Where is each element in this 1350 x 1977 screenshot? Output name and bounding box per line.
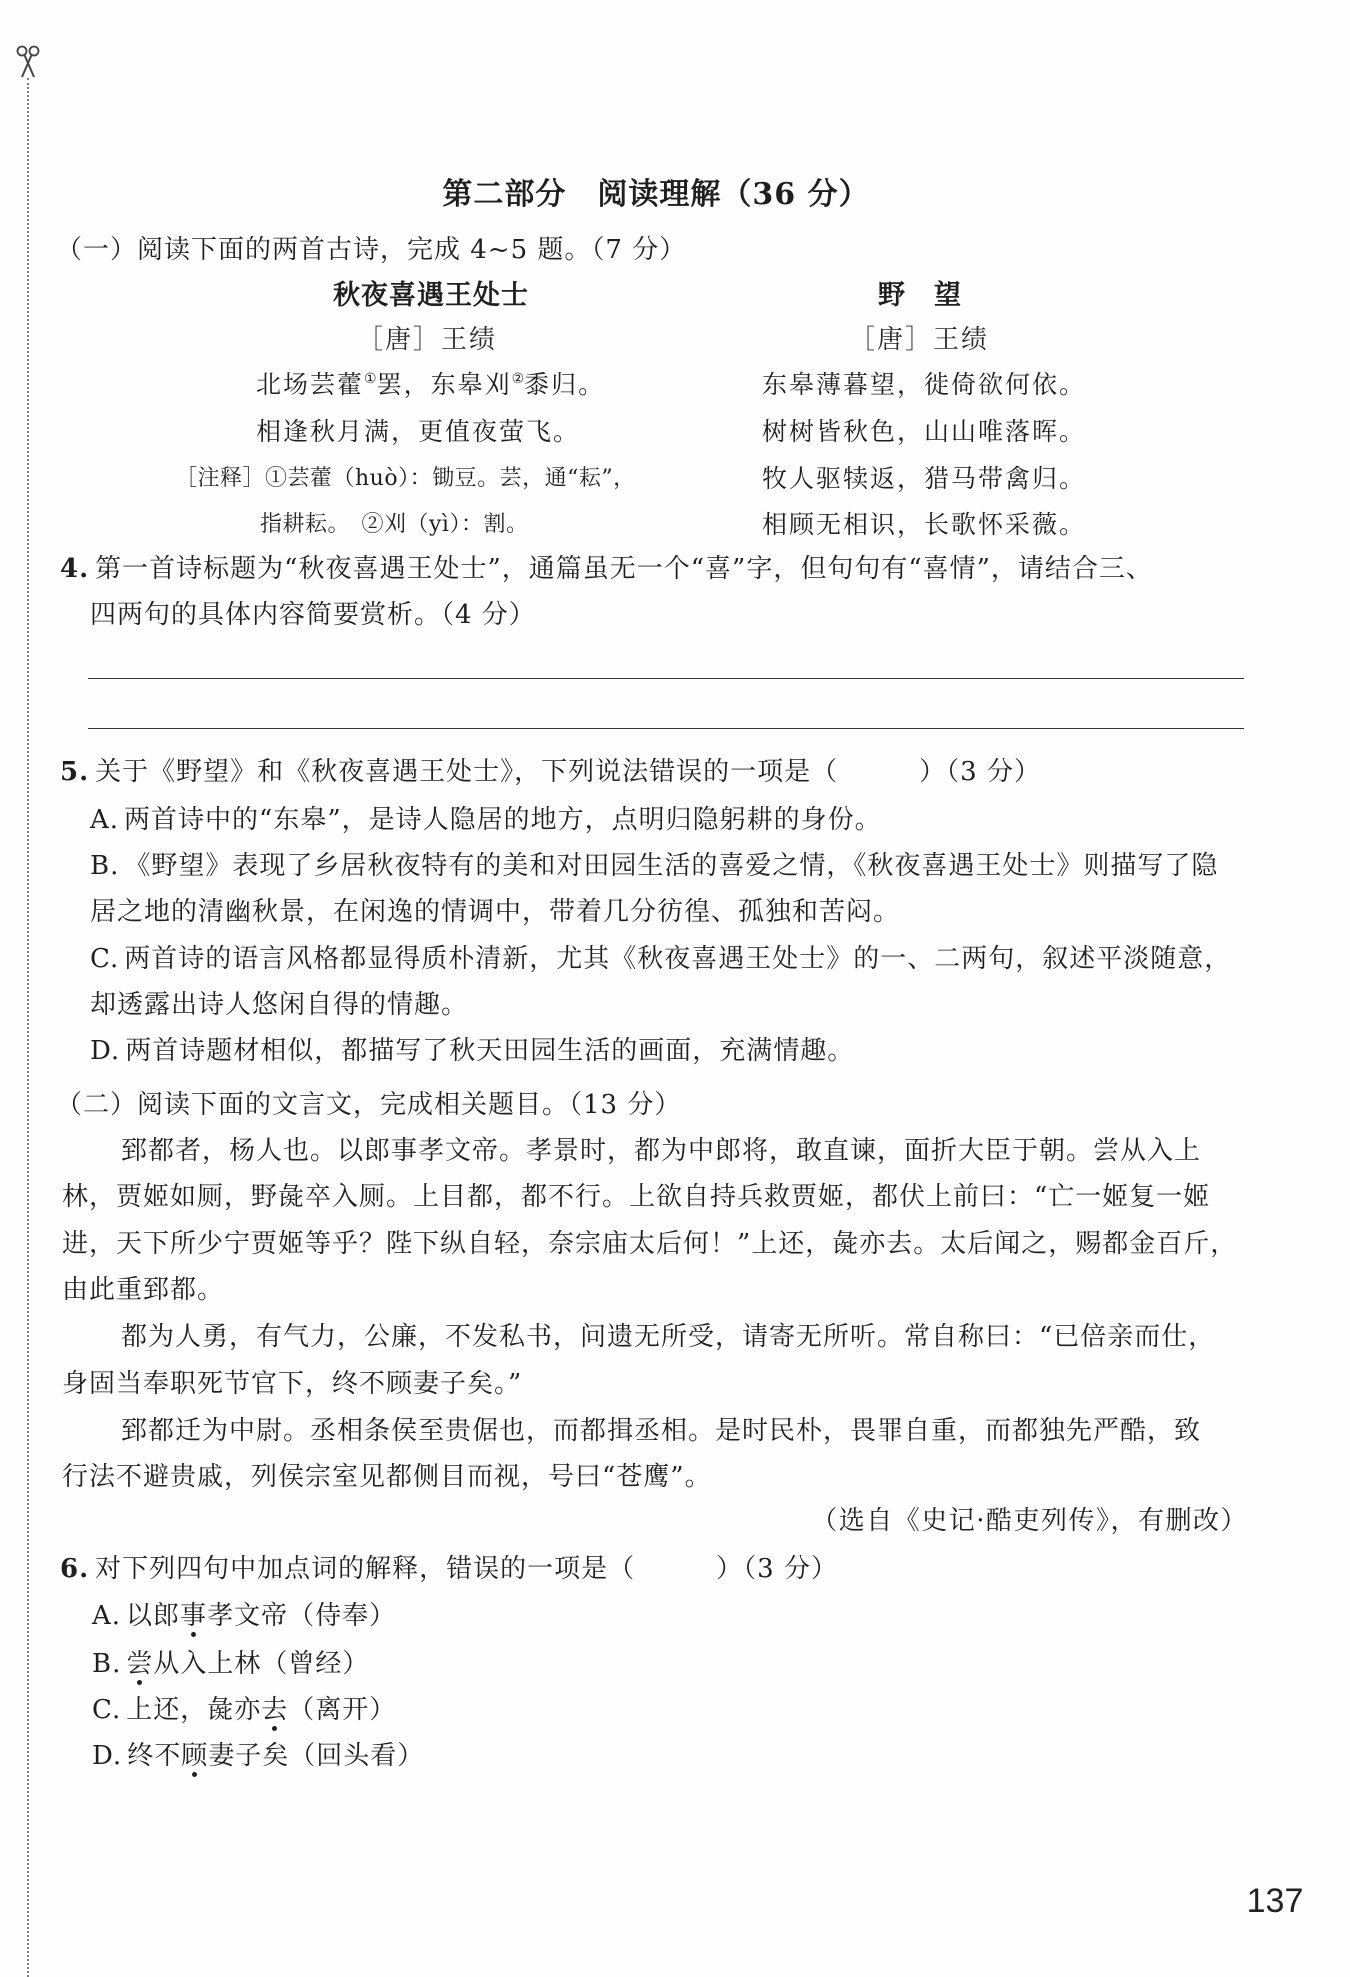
section1-heading: （一）阅读下面的两首古诗，完成 4~5 题。（7 分）	[56, 235, 687, 265]
poem2-line-1: 东皋薄暮望，徙倚欲何依。	[762, 370, 1087, 399]
q5-number: 5.	[60, 757, 90, 787]
q5-option-d-text: 两首诗题材相似，都描写了秋天田园生活的画面，充满情趣。	[125, 1036, 855, 1066]
footnote-marker-2: ②	[511, 371, 525, 387]
scissors-icon	[15, 44, 41, 78]
q5-option-d	[90, 1033, 854, 1069]
q6-option-b-gloss: （曾经）	[261, 1649, 370, 1679]
q5-option-b-text-2: 居之地的清幽秋景，在闲逸的情调中，带着几分彷徨、孤独和苦闷。	[90, 897, 901, 927]
q4-line-1	[60, 551, 1153, 587]
q6-option-a-after: 孝文帝	[207, 1601, 289, 1631]
poem2-author: ［唐］王绩	[848, 325, 989, 355]
poem1-line-1-part-b: 罢，东皋刈	[376, 370, 512, 399]
q5-option-c	[90, 941, 1231, 977]
q4-text-1: 第一首诗标题为“秋夜喜遇王处士”，通篇虽无一个“喜”字，但句句有“喜情”，请结合三、	[95, 554, 1153, 584]
q4-number: 4.	[60, 554, 90, 584]
footnote-marker-1: ①	[364, 371, 377, 387]
q4-answer-line-2	[88, 728, 1244, 729]
q6-option-b	[92, 1646, 369, 1682]
q6-option-a-before: 以郎	[126, 1601, 181, 1631]
q6-option-d-label: D.	[92, 1741, 123, 1771]
passage-p1-line-4: 由此重郅都。	[62, 1275, 225, 1305]
q4-line-2: 四两句的具体内容简要赏析。（4 分）	[90, 600, 536, 630]
q6-option-b-label: B.	[92, 1649, 122, 1679]
q6-option-a-label: A.	[92, 1601, 122, 1631]
q5-option-b-text-1: 《野望》表现了乡居秋夜特有的美和对田园生活的喜爱之情，《秋夜喜遇王处士》则描写了隐	[124, 851, 1219, 881]
q5-option-d-label: D.	[90, 1036, 121, 1066]
poem2-line-2: 树树皆秋色，山山唯落晖。	[762, 417, 1087, 446]
q6-option-b-dotted-word: 尝	[126, 1646, 153, 1682]
q6-option-c-before: 上还，彘亦	[126, 1695, 262, 1725]
q5-option-b-label: B.	[90, 851, 120, 881]
cut-line	[27, 78, 29, 1977]
q6-option-d-dotted-word: 顾	[181, 1738, 208, 1774]
q6-stem	[60, 1551, 838, 1587]
poem2-title: 野 望	[878, 280, 962, 311]
q5-option-b	[90, 848, 1218, 884]
passage-p3-line-1: 郅都迁为中尉。丞相条侯至贵倨也，而都揖丞相。是时民朴，畏罪自重，而都独先严酷，致	[121, 1416, 1202, 1446]
q6-stem-text: 对下列四句中加点词的解释，错误的一项是（ ）（3 分）	[95, 1554, 838, 1584]
q5-option-c-label: C.	[90, 944, 120, 974]
poem1-line-2: 相逢秋月满，更值夜萤飞。	[256, 417, 581, 446]
q5-stem	[60, 754, 1041, 790]
q6-option-a-gloss: （侍奉）	[288, 1601, 397, 1631]
q6-option-d-gloss: （回头看）	[289, 1741, 425, 1771]
passage-p1-line-3: 进，天下所少宁贾姬等乎？陛下纵自轻，奈宗庙太后何！”上还，彘亦去。太后闻之，赐都金百斤，	[62, 1229, 1238, 1259]
poem1-title: 秋夜喜遇王处士	[333, 280, 529, 311]
poem1-author: ［唐］王绩	[356, 325, 497, 355]
page-number: 137	[1246, 1882, 1304, 1920]
q4-answer-line-1	[88, 678, 1244, 679]
poem1-line-1	[256, 367, 605, 403]
q6-option-a	[92, 1598, 396, 1634]
poem1-note-line-1: ［注释］①芸藿（huò）：锄豆。芸，通“耘”，	[175, 466, 636, 491]
passage-p2-line-2: 身固当奉职死节官下，终不顾妻子矣。”	[62, 1369, 523, 1399]
passage-p3-line-2: 行法不避贵戚，列侯宗室见都侧目而视，号曰“苍鹰”。	[62, 1462, 712, 1492]
q6-option-c-label: C.	[92, 1695, 122, 1725]
poem1-line-1-part-a: 北场芸藿	[256, 370, 365, 399]
q6-number: 6.	[60, 1554, 90, 1584]
poem1-note-line-2: 指耕耘。 ②刈（yì）：割。	[260, 512, 529, 537]
q6-option-c	[92, 1692, 396, 1728]
passage-p1-line-1: 郅都者，杨人也。以郎事孝文帝。孝景时，都为中郎将，敢直谏，面折大臣于朝。尝从入上	[121, 1136, 1202, 1166]
section2-heading: （二）阅读下面的文言文，完成相关题目。（13 分）	[56, 1090, 682, 1120]
poem2-line-4: 相顾无相识，长歌怀采薇。	[762, 510, 1087, 539]
q6-option-b-after: 从入上林	[153, 1649, 262, 1679]
poem1-line-1-part-c: 黍归。	[524, 370, 606, 399]
q5-option-c-text-2: 却透露出诗人悠闲自得的情趣。	[90, 990, 469, 1020]
part-title: 第二部分 阅读理解（36 分）	[442, 177, 870, 212]
q5-option-a	[90, 802, 882, 838]
q6-option-c-gloss: （离开）	[288, 1695, 397, 1725]
poem2-line-3: 牧人驱犊返，猎马带禽归。	[762, 464, 1087, 493]
passage-source: （选自《史记·酷吏列传》，有删改）	[811, 1506, 1248, 1536]
q6-option-d-after: 妻子矣	[208, 1741, 290, 1771]
q5-option-c-text-1: 两首诗的语言风格都显得质朴清新，尤其《秋夜喜遇王处士》的一、二两句，叙述平淡随意，	[124, 944, 1232, 974]
q5-option-a-label: A.	[90, 805, 120, 835]
passage-p1-line-2: 林，贾姬如厕，野彘卒入厕。上目都，都不行。上欲自持兵救贾姬，都伏上前曰：“亡一姬复一姬	[62, 1182, 1211, 1212]
q6-option-d-before: 终不	[127, 1741, 182, 1771]
q6-option-c-dotted-word: 去	[261, 1692, 288, 1728]
passage-p2-line-1: 都为人勇，有气力，公廉，不发私书，问遗无所受，请寄无所听。常自称曰：“已倍亲而仕，	[121, 1322, 1216, 1352]
q6-option-d	[92, 1738, 424, 1774]
q5-stem-text: 关于《野望》和《秋夜喜遇王处士》，下列说法错误的一项是（ ）（3 分）	[95, 757, 1041, 787]
q5-option-a-text: 两首诗中的“东皋”，是诗人隐居的地方，点明归隐躬耕的身份。	[124, 805, 882, 835]
q6-option-a-dotted-word: 事	[180, 1598, 207, 1634]
